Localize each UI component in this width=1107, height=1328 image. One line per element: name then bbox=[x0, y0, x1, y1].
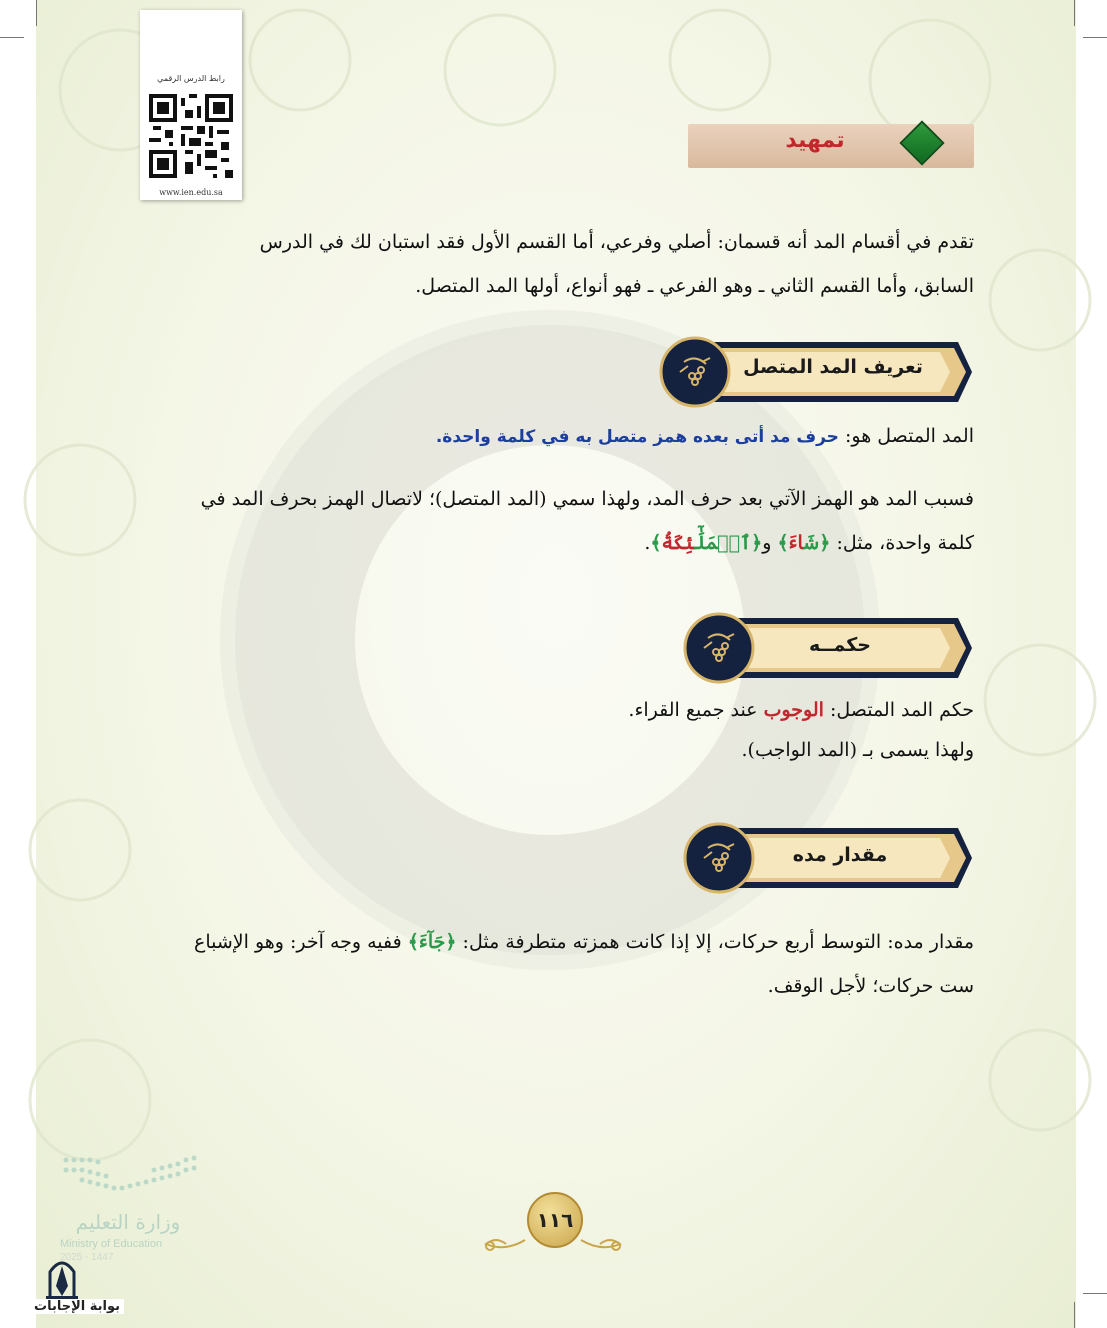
ruling-paragraph bbox=[134, 690, 974, 770]
crop-mark bbox=[1083, 37, 1107, 38]
ministry-year: 2025 - 1447 bbox=[60, 1252, 114, 1263]
intro-paragraph bbox=[194, 220, 974, 308]
watermark-text: بوابة الإجابات bbox=[30, 1299, 124, 1314]
definition-lead: المد المتصل هو: bbox=[838, 425, 974, 447]
conjunction: و bbox=[762, 532, 778, 554]
crop-mark bbox=[36, 0, 37, 26]
definition-heading: تعريف المد المتصل bbox=[743, 356, 923, 378]
qr-url[interactable]: www.ien.edu.sa bbox=[159, 188, 223, 197]
page-number: ١١٦ bbox=[527, 1192, 583, 1248]
qr-code-icon[interactable] bbox=[149, 94, 233, 178]
crop-mark bbox=[1074, 0, 1075, 26]
qr-label: رابط الدرس الرقمي bbox=[157, 74, 225, 83]
definition-line bbox=[134, 414, 974, 459]
qr-code-card[interactable] bbox=[140, 10, 242, 200]
definition-paragraph bbox=[134, 414, 974, 459]
quran-example-3: ﴿جَآءَ﴾ bbox=[407, 931, 457, 953]
intro-line-2: السابق، وأما القسم الثاني ـ وهو الفرعي ـ فهو أنواع، أولها المد المتصل. bbox=[415, 275, 974, 297]
ruling-line-2: ولهذا يسمى بـ (المد الواجب). bbox=[741, 739, 974, 761]
crop-mark bbox=[1083, 1293, 1107, 1294]
ministry-name-ar: وزارة التعليم bbox=[75, 1210, 181, 1234]
amount-paragraph bbox=[134, 920, 974, 1008]
intro-heading: تمهيد bbox=[785, 128, 845, 153]
crop-mark bbox=[0, 37, 24, 38]
definition-explanation bbox=[134, 477, 974, 565]
ministry-dots-icon bbox=[58, 1150, 198, 1200]
quran-example-2: ﴿ٱلۡمَلَٰٓئِكَةُ﴾ bbox=[650, 532, 763, 554]
explanation-line-1: فسبب المد هو الهمز الآتي بعد حرف المد، ولهذا سمي (المد المتصل)؛ لاتصال الهمز بحرف المد في bbox=[200, 488, 974, 510]
explanation-line-2: كلمة واحدة، مثل: ﴿شَاءَ﴾ و﴿ٱلۡمَلَٰٓئِكَةُ﴾. bbox=[644, 532, 974, 554]
crop-mark bbox=[1074, 1302, 1075, 1328]
ministry-name-en: Ministry of Education bbox=[60, 1238, 163, 1250]
ruling-line-1: حكم المد المتصل: الوجوب عند جميع القراء. bbox=[628, 699, 974, 721]
ministry-logo bbox=[58, 1150, 208, 1263]
quran-example-1: ﴿شَاءَ﴾ bbox=[777, 532, 831, 554]
definition-highlight: حرف مد أتى بعده همز متصل به في كلمة واحدة. bbox=[435, 427, 839, 447]
amount-line-2: ست حركات؛ لأجل الوقف. bbox=[767, 975, 974, 997]
amount-line-1: مقدار مده: التوسط أربع حركات، إلا إذا كانت همزته متطرفة مثل: ﴿جَآءَ﴾ ففيه وجه آخر: وهو الإشباع bbox=[194, 931, 974, 953]
intro-line-1: تقدم في أقسام المد أنه قسمان: أصلي وفرعي، أما القسم الأول فقد استبان لك في الدرس bbox=[259, 231, 974, 253]
ruling-heading: حكمــه bbox=[809, 634, 871, 656]
amount-heading: مقدار مده bbox=[792, 844, 888, 866]
ruling-highlight: الوجوب bbox=[763, 699, 824, 721]
explanation-lead: كلمة واحدة، مثل: bbox=[830, 532, 974, 554]
